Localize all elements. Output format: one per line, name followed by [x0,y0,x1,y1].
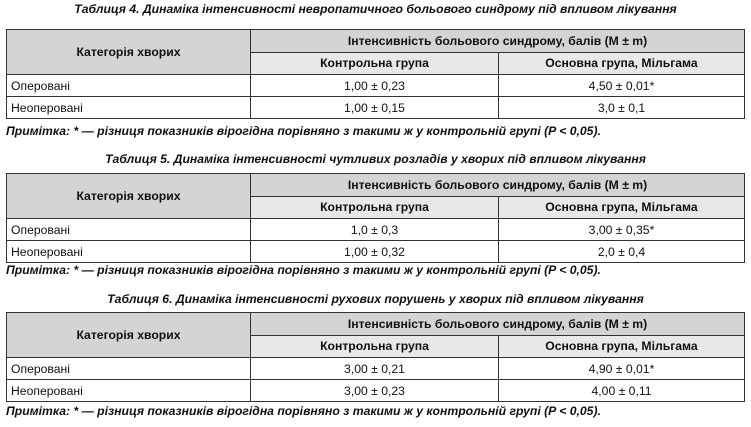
row-control-value: 3,00 ± 0,23 [251,380,499,402]
row-category: Оперовані [7,75,251,97]
row-category: Оперовані [7,358,251,380]
header-category: Категорія хворих [7,313,251,358]
row-main-value: 4,00 ± 0,11 [499,380,745,402]
table-note: Примітка: * — різниця показників вірогідна порівняно з такими ж у контрольній групі (P < 0,05). [6,124,601,138]
row-category: Оперовані [7,219,251,241]
table-caption: Таблиця 5. Динаміка інтенсивності чутливих розладів у хворих під впливом лікування [105,152,646,166]
row-category: Неоперовані [7,241,251,263]
table-row [7,380,745,402]
table-row [7,97,745,119]
header-category: Категорія хворих [7,174,251,219]
row-control-value: 1,00 ± 0,15 [251,97,499,119]
header-intensity: Інтенсивність больового синдрому, балів (M ± m) [251,30,745,53]
table-row [7,75,745,97]
table-block-6 [0,292,751,419]
data-table [6,29,745,119]
row-control-value: 1,00 ± 0,32 [251,241,499,263]
header-main-group: Основна група, Мільгама [499,52,745,75]
header-control-group: Контрольна група [251,335,499,358]
header-main-group: Основна група, Мільгама [499,335,745,358]
header-control-group: Контрольна група [251,52,499,75]
table-note: Примітка: * — різниця показників вірогідна порівняно з такими ж у контрольній групі (P < 0,05). [6,263,601,277]
table-caption: Таблиця 4. Динаміка інтенсивності невропатичного больового синдрому під впливом лікування [74,2,677,16]
table-caption: Таблиця 6. Динаміка інтенсивності рухових порушень у хворих під впливом лікування [107,292,644,306]
row-main-value: 4,50 ± 0,01* [499,75,745,97]
row-control-value: 1,0 ± 0,3 [251,219,499,241]
header-category: Категорія хворих [7,30,251,75]
table-row [7,358,745,380]
data-table [6,173,745,263]
table-block-4 [0,2,751,139]
row-main-value: 3,0 ± 0,1 [499,97,745,119]
row-category: Неоперовані [7,380,251,402]
header-intensity: Інтенсивність больового синдрому, балів (M ± m) [251,174,745,197]
data-table [6,312,745,402]
table-block-5 [0,152,751,278]
table-note: Примітка: * — різниця показників вірогідна порівняно з такими ж у контрольній групі (P < 0,05). [6,404,601,418]
row-control-value: 3,00 ± 0,21 [251,358,499,380]
table-row [7,241,745,263]
row-main-value: 2,0 ± 0,4 [499,241,745,263]
row-control-value: 1,00 ± 0,23 [251,75,499,97]
header-intensity: Інтенсивність больового синдрому, балів (M ± m) [251,313,745,336]
row-main-value: 4,90 ± 0,01* [499,358,745,380]
table-row [7,219,745,241]
header-main-group: Основна група, Мільгама [499,196,745,219]
row-category: Неоперовані [7,97,251,119]
header-control-group: Контрольна група [251,196,499,219]
row-main-value: 3,00 ± 0,35* [499,219,745,241]
